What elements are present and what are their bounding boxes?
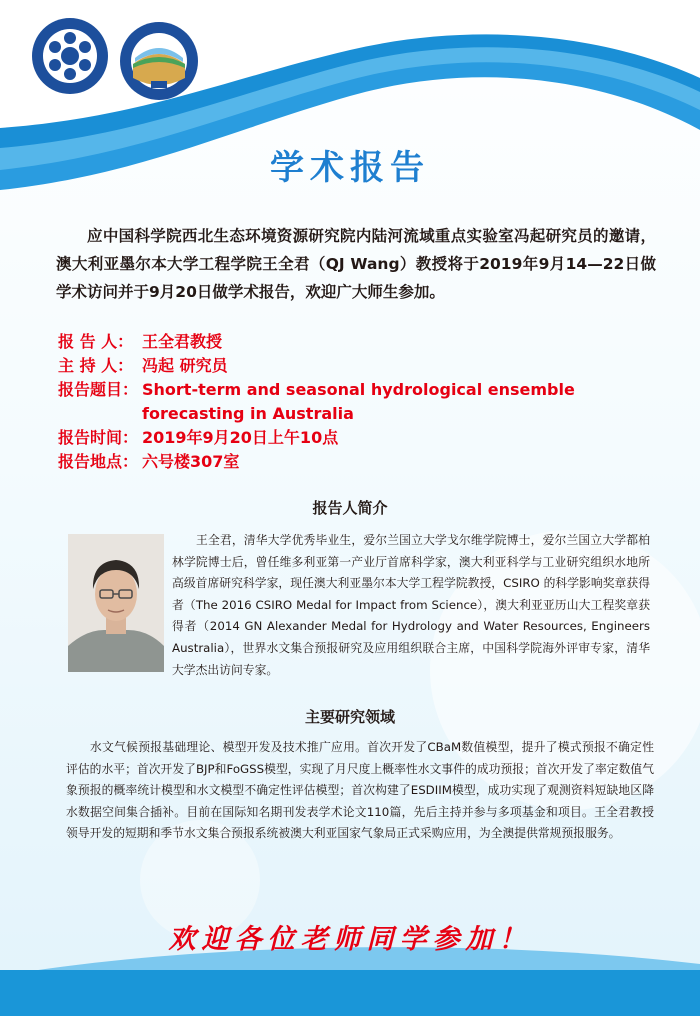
info-label: 报告题目： [58, 380, 139, 399]
host-row [58, 354, 658, 378]
intro-paragraph [56, 222, 656, 306]
bio-heading: 报告人简介 [312, 499, 388, 517]
speaker-value: 王全君教授 [142, 332, 223, 351]
info-label: 主 持 人： [58, 356, 134, 375]
cas-logo [30, 16, 110, 96]
info-label: 报告时间： [58, 428, 139, 447]
bottom-bar [0, 970, 700, 1016]
page-title: 学术报告 [270, 148, 430, 188]
institute-logo [118, 20, 200, 102]
topic-row [58, 378, 658, 426]
speaker-row [58, 330, 658, 354]
location-value: 六号楼307室 [142, 452, 240, 471]
research-text: 水文气候预报基础理论、模型开发及技术推广应用。首次开发了CBaM数值模型，提升了模式预报不确定性评估的水平；首次开发了BJP和FoGSS模型，实现了月尺度上概率性水文事件的成功预报；首次开发了率定数值气象预报的概率统计模型和水文模型不确定性评估模型；首次构建了ESDIIM模型，成功实现了观测资料短缺地区降水数据空间集合插补。目前在国际知名期刊发表学术论文110篇，先后主持并参与多项基金和项目。王全君教授领导开发的短期和季节水文集合预报系统被澳大利亚国家气象局正式采购应用，为全澳提供常规预报服务。 [66, 740, 654, 841]
host-value: 冯起 研究员 [142, 356, 228, 375]
welcome-banner: 欢迎各位老师同学参加！ [168, 924, 532, 955]
info-label: 报 告 人： [58, 332, 134, 351]
location-row [58, 450, 658, 474]
speaker-photo [68, 534, 164, 672]
info-label: 报告地点： [58, 452, 139, 471]
time-value: 2019年9月20日上午10点 [142, 428, 339, 447]
topic-value: Short-term and seasonal hydrological ensemble forecasting in Australia [142, 380, 575, 423]
research-heading: 主要研究领域 [304, 708, 395, 726]
intro-text: 应中国科学院西北生态环境资源研究院内陆河流域重点实验室冯起研究员的邀请，澳大利亚墨尔本大学工程学院王全君（QJ Wang）教授将于2019年9月14—22日做学术访问并于9月20日做学术报告，欢迎广大师生参加。 [56, 227, 656, 301]
bio-text: 王全君，清华大学优秀毕业生，爱尔兰国立大学戈尔维学院博士，爱尔兰国立大学都柏林学院博士后，曾任维多利亚第一产业厅首席科学家，澳大利亚科学与工业研究组织水地所高级首席研究科学家，现任澳大利亚墨尔本大学工程学院教授，CSIRO 的科学影响奖章获得者（The 2016 CSIRO Medal for Impact from Science），澳大利亚亚历山大工程奖章获得者（2014 GN Alexander Medal for Hydrology and Water Resources, Engineers Australia），世界水文集合预报研究及应用组织联合主席，中国科学院海外评审专家，清华大学杰出访问专家。 [172, 533, 650, 677]
research-paragraph [66, 737, 654, 845]
time-row [58, 426, 658, 450]
bio-paragraph [172, 530, 650, 681]
talk-info [58, 330, 658, 474]
